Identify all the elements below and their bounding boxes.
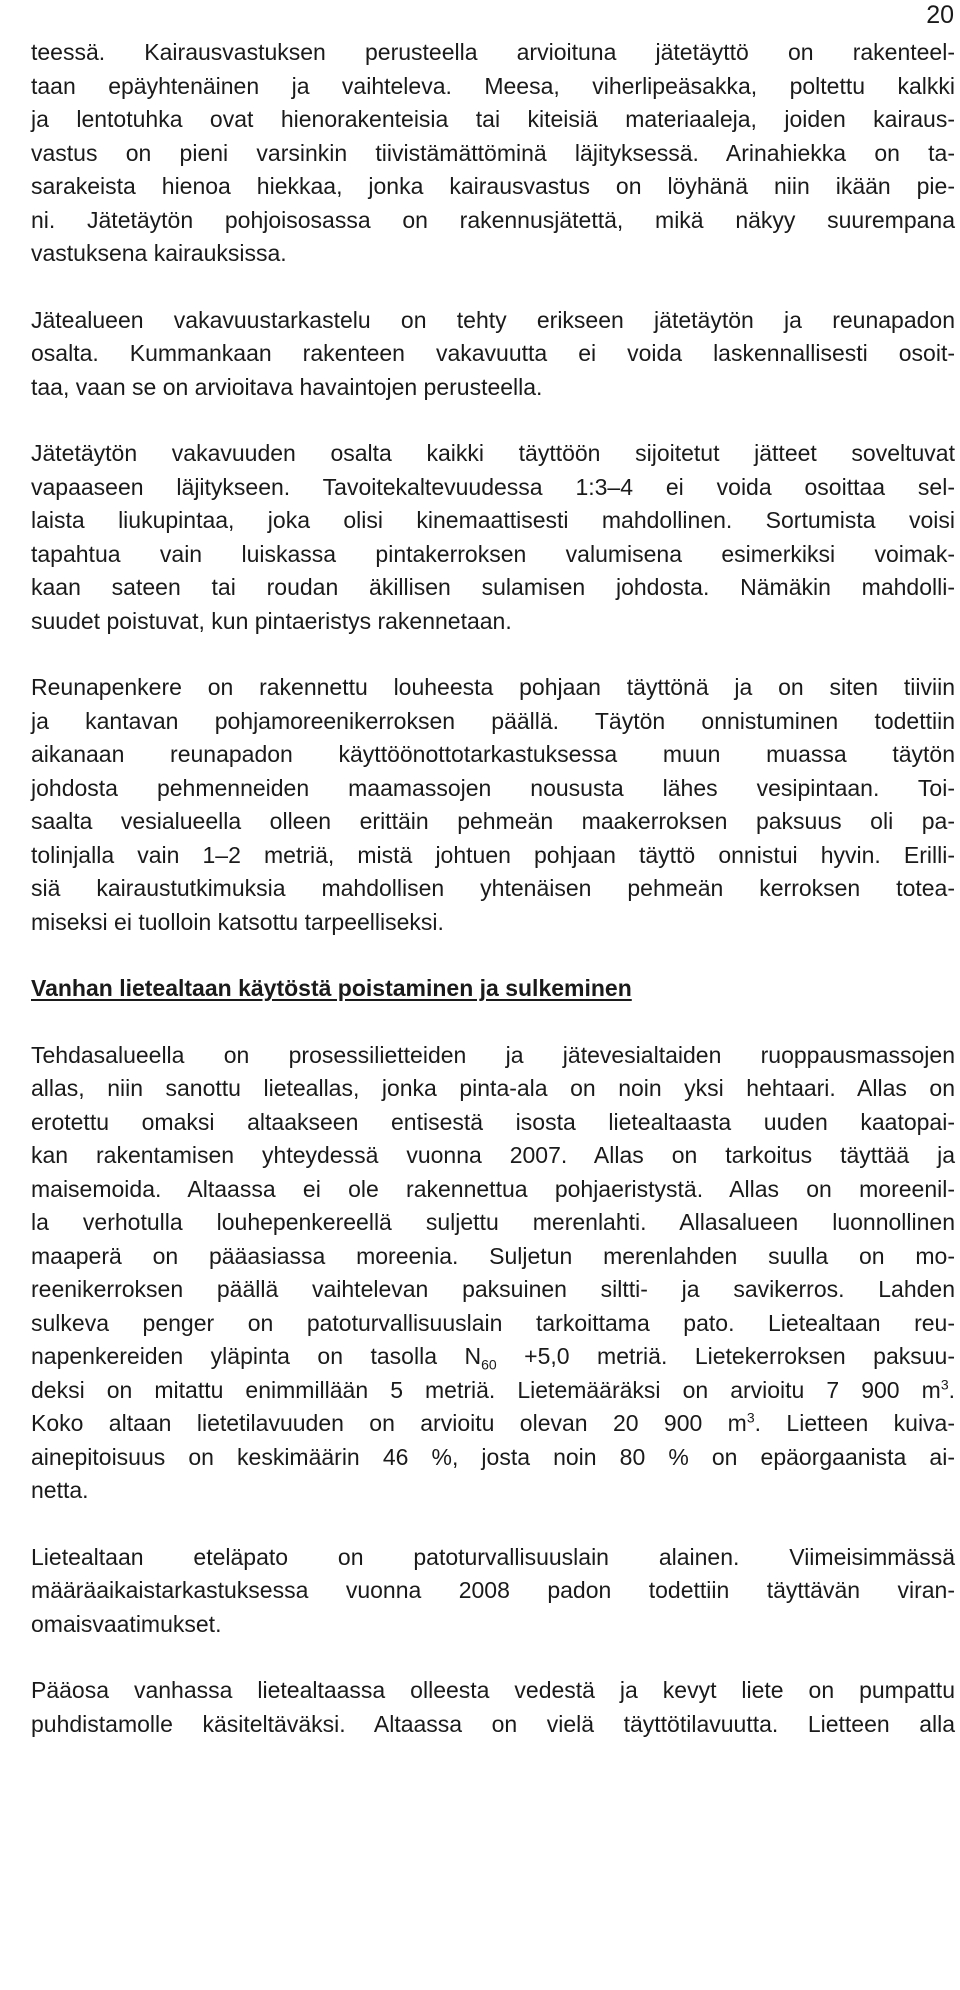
page-number: 20 (926, 1, 954, 29)
text-line: määräaikaistarkastuksessa vuonna 2008 padon todettiin täyttävän viran- (31, 1577, 955, 1603)
text-segment: deksi on mitattu enimmillään 5 metriä. Lietemääräksi on arvioitu 7 900 m (31, 1376, 941, 1403)
superscript-3: 3 (746, 1409, 755, 1426)
text-line: osalta. Kummankaan rakenteen vakavuutta ei voida laskennallisesti osoit- (31, 340, 955, 366)
text-line: maisemoida. Altaassa ei ole rakennettua pohjaeristystä. Allas on moreenil- (31, 1175, 955, 1202)
text-line: omaisvaatimukset. (31, 1610, 222, 1637)
text-line: taa, vaan se on arvioitava havaintojen perusteella. (31, 373, 543, 400)
text-line: Pääosa vanhassa lietealtaassa olleesta vedestä ja kevyt liete on pumpattu (31, 1677, 955, 1703)
paragraph-gap (31, 404, 955, 437)
paragraph-stability-review (31, 304, 955, 405)
paragraph-gap (31, 1006, 955, 1039)
text-line: miseksi ei tuolloin katsottu tarpeelliseksi. (31, 908, 444, 935)
subscript-60: 60 (481, 1356, 497, 1373)
section-heading: Vanhan lietealtaan käytöstä poistaminen ja sulkeminen (31, 975, 632, 1001)
text-line: tapahtua vain luiskassa pintakerroksen valumisena esimerkiksi voimak- (31, 540, 955, 567)
text-line: tolinjalla vain 1–2 metriä, mistä johtuen pohjaan täyttö onnistui hyvin. Erilli- (31, 841, 955, 868)
text-line: erotettu omaksi altaakseen entisestä isosta lietealtaasta uuden kaatopai- (31, 1108, 955, 1135)
text-line: saalta vesialueella olleen erittäin pehmeän maakerroksen paksuus oli pa- (31, 808, 955, 834)
text-line: reenikerroksen päällä vaihtelevan paksuinen siltti- ja savikerros. Lahden (31, 1276, 955, 1302)
text-line: puhdistamolle käsiteltäväksi. Altaassa on vielä täyttötilavuutta. Lietteen alla (31, 1710, 955, 1737)
text-line: ja kantavan pohjamoreenikerroksen päällä. Täytön onnistuminen todettiin (31, 707, 955, 734)
text-line: netta. (31, 1477, 89, 1503)
superscript-3: 3 (940, 1375, 949, 1392)
paragraph-gap (31, 271, 955, 304)
text-line: suudet poistuvat, kun pintaeristys rakennetaan. (31, 607, 512, 634)
document-body (31, 36, 955, 1741)
text-line: sarakeista hienoa hiekkaa, jonka kairausvastus on löyhänä niin ikään pie- (31, 173, 955, 199)
text-line: vapaaseen läjitykseen. Tavoitekaltevuudessa 1:3–4 ei voida osoittaa sel- (31, 473, 955, 500)
text-line: la verhotulla louhepenkereellä suljettu merenlahti. Allasalueen luonnollinen (31, 1209, 955, 1235)
text-line: kaan sateen tai roudan äkillisen sulamisen johdosta. Nämäkin mahdolli- (31, 574, 955, 600)
paragraph-south-dam (31, 1541, 955, 1642)
text-line: Lietealtaan eteläpato on patoturvallisuuslain alainen. Viimeisimmässä (31, 1543, 955, 1570)
text-segment: . (948, 1376, 955, 1403)
text-line: Reunapenkere on rakennettu louheesta pohjaan täyttönä ja on siten tiiviin (31, 674, 955, 700)
paragraph-gap (31, 638, 955, 671)
text-line: aikanaan reunapadon käyttöönottotarkastuksessa muun muassa täytön (31, 741, 955, 767)
text-line: kan rakentamisen yhteydessä vuonna 2007. Allas on tarkoitus täyttää ja (31, 1142, 955, 1168)
paragraph-fill-composition (31, 36, 955, 271)
text-line: vastus on pieni varsinkin tiivistämättöminä läjityksessä. Arinahiekka on ta- (31, 139, 955, 166)
paragraph-gap (31, 1641, 955, 1674)
text-line: vastuksena kairauksissa. (31, 240, 287, 266)
text-line: Tehdasalueella on prosessilietteiden ja jätevesialtaiden ruoppausmassojen (31, 1041, 955, 1068)
text-line: ja lentotuhka ovat hienorakenteisia tai kiteisiä materiaaleja, joiden kairaus- (31, 106, 955, 132)
text-line-sludge-volume (31, 1374, 955, 1408)
paragraph-water-pumping (31, 1674, 955, 1741)
text-line: johdosta pehmenneiden maamassojen noususta lähes vesipintaan. Toi- (31, 774, 955, 801)
paragraph-edge-embankment (31, 671, 955, 939)
paragraph-gap (31, 939, 955, 972)
text-line: Jätetäytön vakavuuden osalta kaikki täyttöön sijoitetut jätteet soveltuvat (31, 440, 955, 466)
text-line: ainepitoisuus on keskimäärin 46 %, josta noin 80 % on epäorgaanista ai- (31, 1443, 955, 1470)
text-segment: . Lietteen kuiva- (754, 1410, 955, 1436)
text-line-basin-volume (31, 1407, 955, 1441)
text-line: maaperä on pääasiassa moreenia. Suljetun merenlahden suulla on mo- (31, 1242, 955, 1269)
text-line: Jätealueen vakavuustarkastelu on tehty erikseen jätetäytön ja reunapadon (31, 306, 955, 333)
paragraph-fill-stability (31, 437, 955, 638)
text-line: laista liukupintaa, joka olisi kinemaattisesti mahdollinen. Sortumista voisi (31, 507, 955, 533)
text-line: teessä. Kairausvastuksen perusteella arvioituna jätetäyttö on rakenteel- (31, 39, 955, 65)
text-line: ni. Jätetäytön pohjoisosassa on rakennusjätettä, mikä näkyy suurempana (31, 206, 955, 233)
text-line: siä kairaustutkimuksia mahdollisen yhtenäisen pehmeän kerroksen totea- (31, 875, 955, 901)
paragraph-sludge-basin (31, 1039, 955, 1508)
text-segment: napenkereiden yläpinta on tasolla N (31, 1343, 482, 1369)
text-line: sulkeva penger on patoturvallisuuslain tarkoittama pato. Lietealtaan reu- (31, 1309, 955, 1336)
text-line-level-n60 (31, 1340, 955, 1374)
text-segment: Koko altaan lietetilavuuden on arvioitu olevan 20 900 m (31, 1410, 747, 1436)
paragraph-gap (31, 1508, 955, 1541)
text-line: allas, niin sanottu lieteallas, jonka pinta-ala on noin yksi hehtaari. Allas on (31, 1075, 955, 1101)
text-line: taan epäyhtenäinen ja vaihteleva. Meesa, viherlipeäsakka, poltettu kalkki (31, 72, 955, 99)
text-segment: +5,0 metriä. Lietekerroksen paksuu- (496, 1343, 955, 1369)
